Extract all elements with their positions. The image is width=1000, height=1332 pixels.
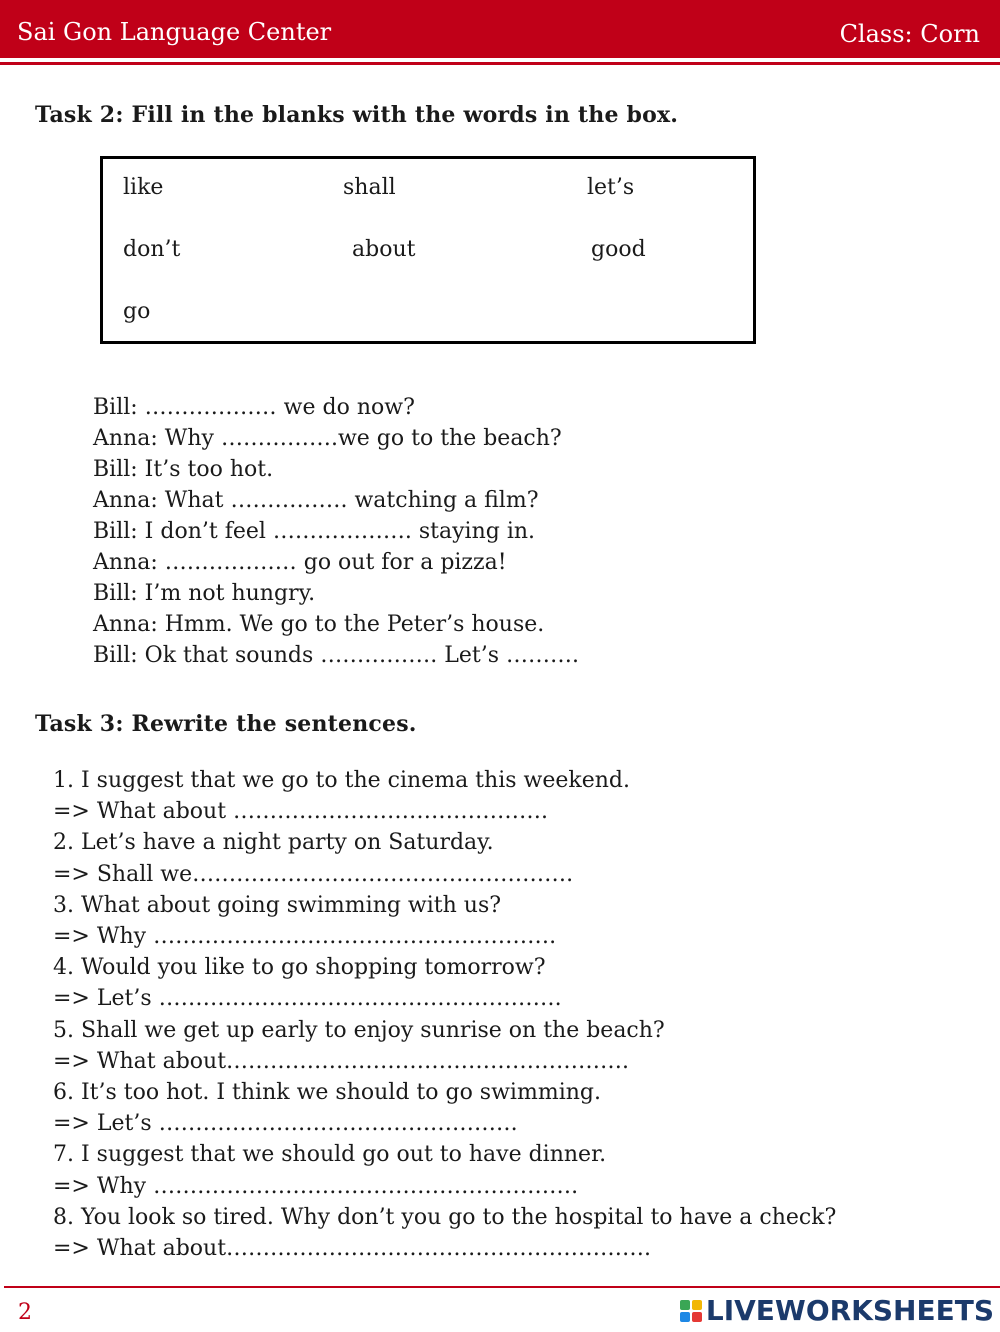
word-box-item: like [123,175,164,200]
rewrite-prompt: 2. Let’s have a night party on Saturday. [53,830,494,856]
dialogue-line: Anna: What ……………. watching a film? [93,488,539,513]
word-box-item: don’t [123,237,181,262]
rewrite-prompt: 3. What about going swimming with us? [53,892,502,918]
rewrite-answer: => Let’s …………………………………………. [53,1111,518,1137]
word-box-item: shall [343,175,396,200]
dialogue-line: Bill: It’s too hot. [93,457,274,482]
rewrite-answer: => What about…………………………………………………. [53,1236,652,1262]
task2-title: Task 2: Fill in the blanks with the words in the box. [35,102,679,128]
rewrite-prompt: 5. Shall we get up early to enjoy sunrise on the beach? [53,1017,665,1043]
word-box-item: go [123,299,151,324]
page-number: 2 [18,1300,32,1325]
footer-divider [4,1286,1000,1288]
rewrite-prompt: 4. Would you like to go shopping tomorrow? [53,955,546,981]
rewrite-prompt: 7. I suggest that we should go out to have dinner. [53,1142,607,1168]
word-box-item: good [591,237,646,262]
rewrite-answer: => Why ………………………………………………. [53,924,557,950]
dialogue-line: Anna: ……………… go out for a pizza! [93,550,507,575]
dialogue-line: Bill: ……………… we do now? [93,395,415,420]
rewrite-answer: => What about ……………………………………. [53,799,549,825]
rewrite-answer: => Shall we……………………………………………. [53,861,574,887]
task3-title: Task 3: Rewrite the sentences. [35,711,417,737]
rewrite-list [53,765,836,1264]
class-label: Class: Corn [839,20,980,48]
rewrite-prompt: 6. It’s too hot. I think we should to go swimming. [53,1080,601,1106]
word-box-item: let’s [587,175,635,200]
word-box [100,156,756,344]
dialogue-line: Bill: Ok that sounds ……………. Let’s ………. [93,643,579,668]
center-name: Sai Gon Language Center [17,18,332,46]
dialogue-line: Anna: Hmm. We go to the Peter’s house. [93,612,545,637]
liveworksheets-brand[interactable] [680,1294,994,1327]
dialogue-line: Anna: Why …………….we go to the beach? [93,426,562,451]
header-divider [0,62,1000,65]
rewrite-prompt: 1. I suggest that we go to the cinema this weekend. [53,768,630,793]
dialogue-line: Bill: I’m not hungry. [93,581,316,606]
liveworksheets-logo-icon [680,1300,702,1322]
rewrite-answer: => Why …………………………………………………. [53,1173,579,1199]
word-box-item: about [352,237,416,262]
page-header [0,0,1000,58]
brand-text: LIVEWORKSHEETS [705,1294,994,1327]
rewrite-prompt: 8. You look so tired. Why don’t you go to the hospital to have a check? [53,1204,837,1230]
rewrite-answer: => Let’s ………………………………………………. [53,986,562,1012]
dialogue [93,392,579,671]
rewrite-answer: => What about………………………………………………. [53,1048,630,1074]
dialogue-line: Bill: I don’t feel ………………. staying in. [93,519,536,544]
